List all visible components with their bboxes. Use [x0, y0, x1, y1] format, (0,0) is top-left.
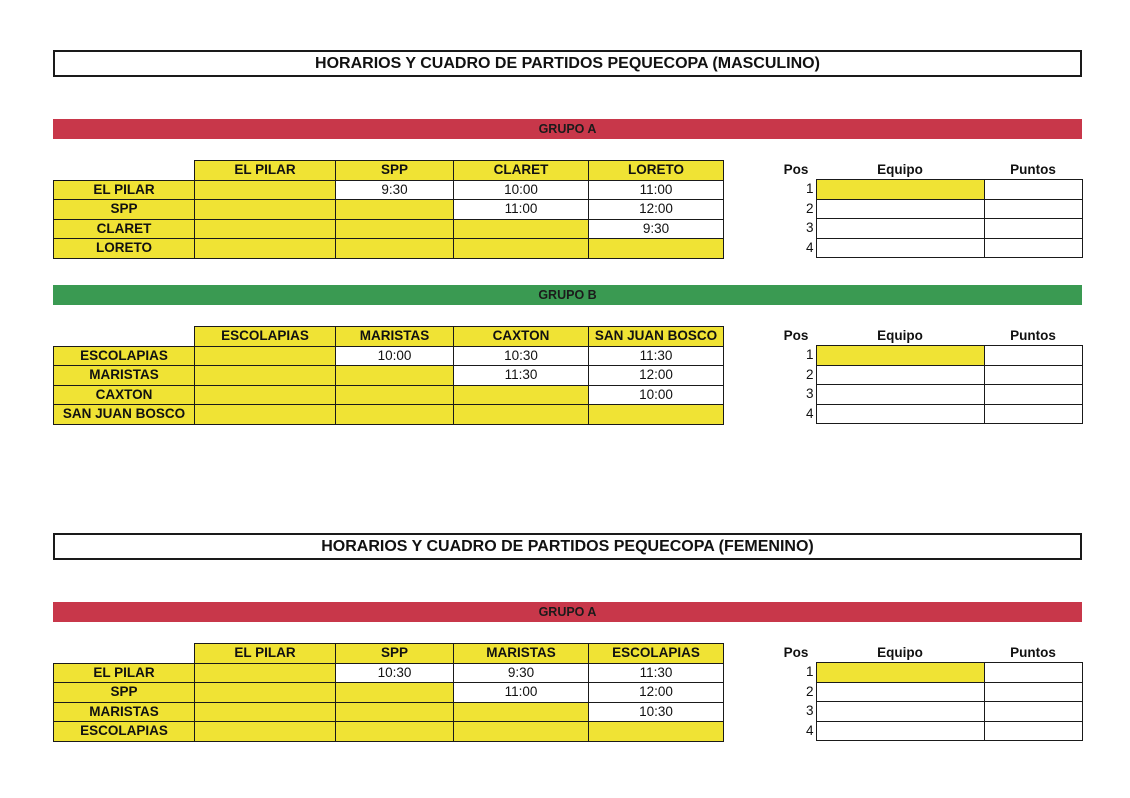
- table-row: [54, 366, 724, 386]
- match-cell: 12:00: [589, 366, 724, 386]
- row-header: CAXTON: [54, 385, 195, 405]
- table-row: [776, 199, 1082, 219]
- column-header: SPP: [336, 161, 454, 181]
- match-cell: [195, 219, 336, 239]
- table-row: [776, 180, 1082, 200]
- match-cell: [195, 346, 336, 366]
- table-row: [54, 346, 724, 366]
- match-cell: 11:00: [589, 180, 724, 200]
- standings-header-pos: Pos: [783, 161, 809, 177]
- points-entry: [984, 219, 1082, 239]
- table-row: [776, 219, 1082, 239]
- standings-table-fem-a: [776, 643, 1083, 741]
- column-header: CLARET: [454, 161, 589, 181]
- match-cell: [336, 683, 454, 703]
- match-cell: 11:00: [454, 683, 589, 703]
- team-entry: [816, 238, 984, 258]
- points-entry: [984, 702, 1082, 722]
- team-entry: [816, 180, 984, 200]
- table-row: [54, 663, 724, 683]
- position-number: 2: [805, 200, 814, 216]
- points-entry: [984, 663, 1082, 683]
- position-number: 4: [805, 722, 814, 738]
- match-cell: [195, 702, 336, 722]
- column-header: LORETO: [589, 161, 724, 181]
- match-cell: 10:00: [454, 180, 589, 200]
- match-cell: [589, 239, 724, 259]
- position-number: 1: [805, 347, 814, 363]
- match-cell: [454, 722, 589, 742]
- position-number: 3: [805, 386, 814, 402]
- table-row: [776, 682, 1082, 702]
- match-cell: [336, 702, 454, 722]
- table-row: [776, 721, 1082, 741]
- row-header: SPP: [54, 200, 195, 220]
- position-number: 4: [805, 239, 814, 255]
- row-header: SAN JUAN BOSCO: [54, 405, 195, 425]
- match-cell: [195, 366, 336, 386]
- match-cell: 9:30: [336, 180, 454, 200]
- table-row: [54, 683, 724, 703]
- points-entry: [984, 346, 1082, 366]
- row-header: SPP: [54, 683, 195, 703]
- match-cell: [336, 200, 454, 220]
- standings-header-points: Puntos: [1010, 644, 1056, 660]
- position-number: 3: [805, 703, 814, 719]
- row-header: MARISTAS: [54, 366, 195, 386]
- match-cell: [336, 722, 454, 742]
- points-entry: [984, 404, 1082, 424]
- column-header: EL PILAR: [195, 644, 336, 664]
- match-cell: [336, 219, 454, 239]
- match-cell: [454, 405, 589, 425]
- column-header: ESCOLAPIAS: [195, 327, 336, 347]
- table-row: [776, 385, 1082, 405]
- team-entry: [816, 663, 984, 683]
- schedule-table-masc-a: [53, 160, 724, 259]
- column-header: SAN JUAN BOSCO: [589, 327, 724, 347]
- match-cell: [195, 180, 336, 200]
- position-number: 3: [805, 220, 814, 236]
- points-entry: [984, 721, 1082, 741]
- match-cell: [195, 200, 336, 220]
- table-row: [776, 702, 1082, 722]
- standings-header-team: Equipo: [877, 327, 923, 343]
- match-cell: [336, 385, 454, 405]
- match-cell: [336, 239, 454, 259]
- schedule-table-fem-a: [53, 643, 724, 742]
- match-cell: 10:30: [336, 663, 454, 683]
- match-cell: [454, 219, 589, 239]
- column-header: CAXTON: [454, 327, 589, 347]
- section-title-femenino: HORARIOS Y CUADRO DE PARTIDOS PEQUECOPA (FEMENINO): [53, 533, 1082, 560]
- standings-table-masc-b: [776, 326, 1083, 424]
- standings-header-team: Equipo: [877, 644, 923, 660]
- points-entry: [984, 365, 1082, 385]
- column-header: SPP: [336, 644, 454, 664]
- table-row: [776, 663, 1082, 683]
- row-header: MARISTAS: [54, 702, 195, 722]
- match-cell: [195, 385, 336, 405]
- points-entry: [984, 180, 1082, 200]
- table-row: [776, 238, 1082, 258]
- row-header: EL PILAR: [54, 180, 195, 200]
- team-entry: [816, 404, 984, 424]
- match-cell: [336, 366, 454, 386]
- match-cell: 9:30: [454, 663, 589, 683]
- match-cell: [336, 405, 454, 425]
- position-number: 1: [805, 664, 814, 680]
- table-row: [776, 365, 1082, 385]
- row-header: ESCOLAPIAS: [54, 346, 195, 366]
- match-cell: [195, 239, 336, 259]
- match-cell: 9:30: [589, 219, 724, 239]
- position-number: 2: [805, 683, 814, 699]
- match-cell: 11:30: [589, 346, 724, 366]
- table-row: [776, 346, 1082, 366]
- points-entry: [984, 682, 1082, 702]
- match-cell: [589, 722, 724, 742]
- table-row: [776, 404, 1082, 424]
- points-entry: [984, 385, 1082, 405]
- points-entry: [984, 199, 1082, 219]
- table-row: [54, 200, 724, 220]
- team-entry: [816, 365, 984, 385]
- standings-header-points: Puntos: [1010, 327, 1056, 343]
- team-entry: [816, 385, 984, 405]
- row-header: ESCOLAPIAS: [54, 722, 195, 742]
- position-number: 2: [805, 366, 814, 382]
- match-cell: [589, 405, 724, 425]
- match-cell: 12:00: [589, 683, 724, 703]
- table-row: [54, 385, 724, 405]
- row-header: CLARET: [54, 219, 195, 239]
- schedule-table-masc-b: [53, 326, 724, 425]
- table-row: [54, 702, 724, 722]
- table-row: [54, 219, 724, 239]
- position-number: 4: [805, 405, 814, 421]
- team-entry: [816, 346, 984, 366]
- group-header-masc-a: GRUPO A: [53, 119, 1082, 139]
- match-cell: 10:00: [589, 385, 724, 405]
- column-header: EL PILAR: [195, 161, 336, 181]
- row-header: LORETO: [54, 239, 195, 259]
- match-cell: 12:00: [589, 200, 724, 220]
- match-cell: [195, 722, 336, 742]
- table-row: [54, 239, 724, 259]
- standings-header-team: Equipo: [877, 161, 923, 177]
- standings-header-pos: Pos: [783, 644, 809, 660]
- table-row: [54, 405, 724, 425]
- position-number: 1: [805, 181, 814, 197]
- points-entry: [984, 238, 1082, 258]
- column-header: ESCOLAPIAS: [589, 644, 724, 664]
- match-cell: [195, 663, 336, 683]
- match-cell: 10:30: [454, 346, 589, 366]
- group-header-masc-b: GRUPO B: [53, 285, 1082, 305]
- column-header: MARISTAS: [336, 327, 454, 347]
- team-entry: [816, 721, 984, 741]
- match-cell: 10:30: [589, 702, 724, 722]
- team-entry: [816, 199, 984, 219]
- match-cell: [454, 385, 589, 405]
- table-row: [54, 180, 724, 200]
- standings-header-points: Puntos: [1010, 161, 1056, 177]
- match-cell: 11:00: [454, 200, 589, 220]
- match-cell: [454, 702, 589, 722]
- team-entry: [816, 219, 984, 239]
- team-entry: [816, 702, 984, 722]
- column-header: MARISTAS: [454, 644, 589, 664]
- match-cell: 11:30: [454, 366, 589, 386]
- match-cell: [195, 683, 336, 703]
- row-header: EL PILAR: [54, 663, 195, 683]
- team-entry: [816, 682, 984, 702]
- match-cell: 10:00: [336, 346, 454, 366]
- match-cell: [195, 405, 336, 425]
- table-row: [54, 722, 724, 742]
- match-cell: [454, 239, 589, 259]
- standings-table-masc-a: [776, 160, 1083, 258]
- standings-header-pos: Pos: [783, 327, 809, 343]
- section-title-masculino: HORARIOS Y CUADRO DE PARTIDOS PEQUECOPA (MASCULINO): [53, 50, 1082, 77]
- match-cell: 11:30: [589, 663, 724, 683]
- group-header-fem-a: GRUPO A: [53, 602, 1082, 622]
